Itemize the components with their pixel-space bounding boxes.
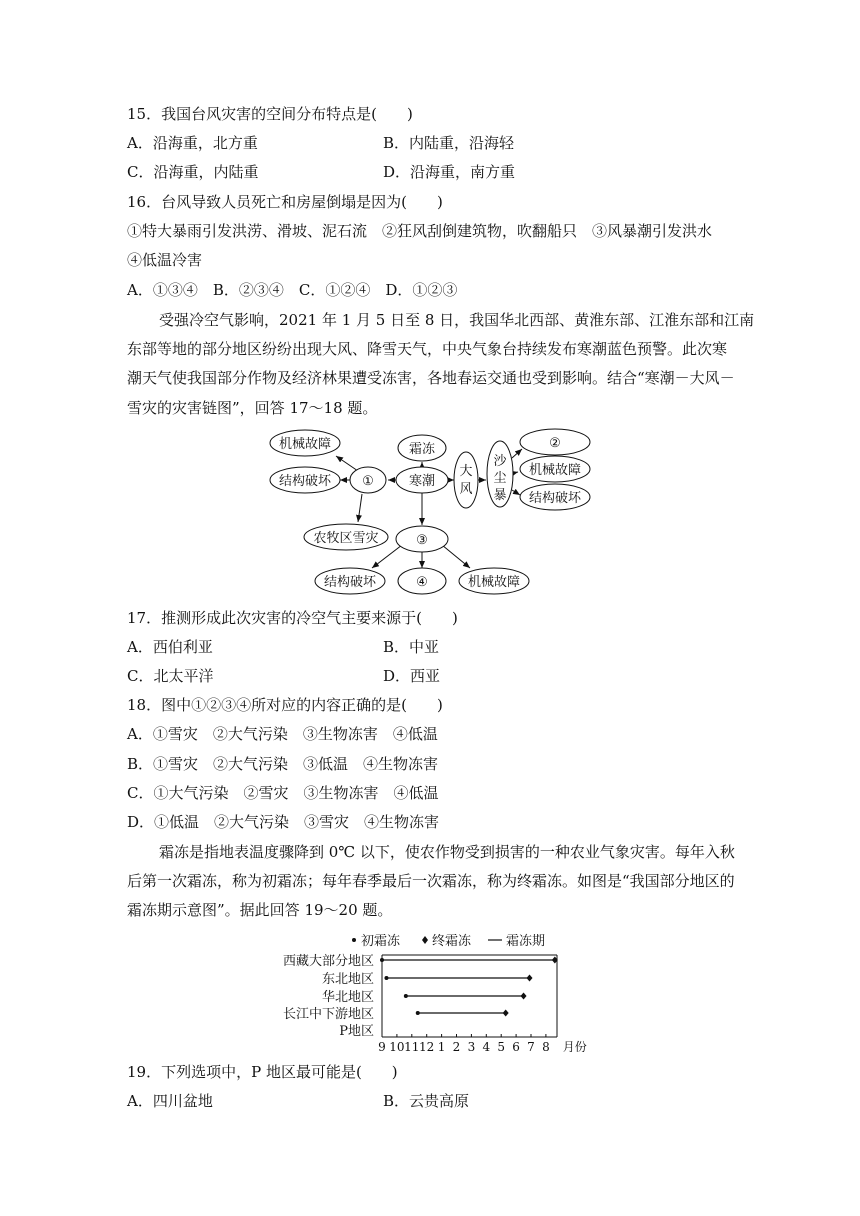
legend-first-frost-marker — [352, 938, 356, 942]
q18-option-c: C．①大气污染 ②雪灾 ③生物冻害 ④低温 — [127, 784, 439, 802]
q18-stem: 18．图中①②③④所对应的内容正确的是( ) — [127, 696, 443, 714]
q17-stem: 17．推测形成此次灾害的冷空气主要来源于( ) — [127, 609, 458, 627]
passage1-line3: 潮天气使我国部分作物及经济林果遭受冻害，各地春运交通也受到影响。结合“寒潮－大风－ — [127, 369, 735, 387]
last-frost-point — [521, 993, 527, 1000]
label-struct-damage-left: 结构破坏 — [278, 474, 332, 489]
q16-choices-line1: ①特大暴雨引发洪涝、滑坡、泥石流 ②狂风刮倒建筑物，吹翻船只 ③风暴潮引发洪水 — [127, 222, 713, 240]
category-label: 东北地区 — [321, 972, 374, 987]
x-tick-label: 3 — [467, 1040, 476, 1054]
passage2-line1: 霜冻是指地表温度骤降到 0℃ 以下，使农作物受到损害的一种农业气象灾害。每年入秋 — [159, 843, 735, 861]
passage1-line2: 东部等地的部分地区纷纷出现大风、降雪天气，中央气象台持续发布寒潮蓝色预警。此次寒 — [127, 340, 728, 358]
x-tick-label: 2 — [452, 1040, 461, 1054]
label-struct-damage-right: 结构破坏 — [528, 491, 582, 506]
x-tick-label: 10 — [389, 1040, 405, 1054]
label-wind-1: 大 — [459, 464, 473, 479]
x-tick-label: 11 — [404, 1040, 420, 1054]
x-tick-label: 8 — [542, 1040, 550, 1054]
label-node-3: ③ — [416, 533, 428, 548]
x-tick-label: 9 — [378, 1040, 386, 1054]
passage2-line3: 霜冻期示意图”。据此回答 19～20 题。 — [127, 901, 393, 919]
label-dust-2: 尘 — [493, 471, 507, 486]
q18-option-a: A．①雪灾 ②大气污染 ③生物冻害 ④低温 — [127, 725, 438, 743]
first-frost-point — [380, 958, 384, 962]
category-label: 华北地区 — [321, 990, 374, 1005]
category-label: 长江中下游地区 — [282, 1007, 374, 1022]
first-frost-point — [404, 994, 408, 998]
last-frost-point — [527, 975, 533, 982]
x-tick-label: 12 — [419, 1040, 435, 1054]
legend-label: 终霜冻 — [432, 934, 472, 949]
q19-option-b: B．云贵高原 — [383, 1092, 470, 1110]
last-frost-point — [503, 1010, 509, 1017]
x-tick-label: 4 — [482, 1040, 491, 1054]
q15-option-c: C．沿海重，内陆重 — [127, 163, 259, 181]
q17-option-a: A．西伯利亚 — [127, 638, 213, 656]
q19-stem: 19．下列选项中，P 地区最可能是( ) — [127, 1063, 398, 1081]
label-mech-fault-right: 机械故障 — [528, 463, 582, 478]
x-tick-label: 5 — [497, 1040, 506, 1054]
label-wind-2: 风 — [459, 482, 473, 497]
x-tick-label: 1 — [437, 1040, 446, 1054]
passage1-line4: 雪灾的灾害链图”，回答 17～18 题。 — [127, 399, 378, 417]
x-tick-label: 7 — [527, 1040, 535, 1054]
label-frost: 霜冻 — [408, 442, 436, 457]
x-axis-unit: 月份 — [562, 1040, 587, 1054]
category-label: 西藏大部分地区 — [282, 954, 374, 969]
q16-choices-line2: ④低温冷害 — [127, 251, 203, 269]
passage1-line1: 受强冷空气影响，2021 年 1 月 5 日至 8 日，我国华北西部、黄淮东部、江淮东部和江南 — [159, 311, 755, 329]
legend-label: 初霜冻 — [361, 934, 401, 949]
label-node-1: ① — [362, 474, 374, 489]
label-mech-fault-bottom: 机械故障 — [467, 575, 521, 590]
legend-label: 霜冻期 — [506, 934, 546, 949]
label-node-2: ② — [549, 436, 561, 451]
q15-option-a: A．沿海重，北方重 — [127, 134, 258, 152]
label-mech-fault-left: 机械故障 — [278, 437, 332, 452]
label-dust-1: 沙 — [493, 454, 507, 469]
q16-stem: 16．台风导致人员死亡和房屋倒塌是因为( ) — [127, 193, 443, 211]
category-label: P地区 — [339, 1024, 374, 1039]
q15-option-d: D．沿海重，南方重 — [383, 163, 516, 181]
legend-last-frost-marker — [422, 936, 428, 944]
first-frost-point — [416, 1011, 420, 1015]
q19-option-a: A．四川盆地 — [127, 1092, 213, 1110]
label-cold-wave: 寒潮 — [408, 474, 436, 489]
label-node-4: ④ — [416, 575, 428, 590]
q17-option-b: B．中亚 — [383, 638, 440, 656]
x-tick-label: 6 — [512, 1040, 520, 1054]
q17-option-d: D．西亚 — [383, 667, 441, 685]
q16-options: A．①③④ B．②③④ C．①②④ D．①②③ — [127, 281, 458, 299]
label-pastoral-snow: 农牧区雪灾 — [313, 531, 379, 546]
q15-option-b: B．内陆重，沿海轻 — [383, 134, 515, 152]
passage2-line2: 后第一次霜冻，称为初霜冻；每年春季最后一次霜冻，称为终霜冻。如图是“我国部分地区的 — [127, 872, 735, 890]
q18-option-d: D．①低温 ②大气污染 ③雪灾 ④生物冻害 — [127, 813, 440, 831]
q18-option-b: B．①雪灾 ②大气污染 ③低温 ④生物冻害 — [127, 755, 439, 773]
label-struct-damage-bottom: 结构破坏 — [323, 575, 377, 590]
q17-option-c: C．北太平洋 — [127, 667, 214, 685]
first-frost-point — [384, 976, 388, 980]
q15-stem: 15．我国台风灾害的空间分布特点是( ) — [127, 105, 413, 123]
label-dust-3: 暴 — [493, 488, 507, 503]
